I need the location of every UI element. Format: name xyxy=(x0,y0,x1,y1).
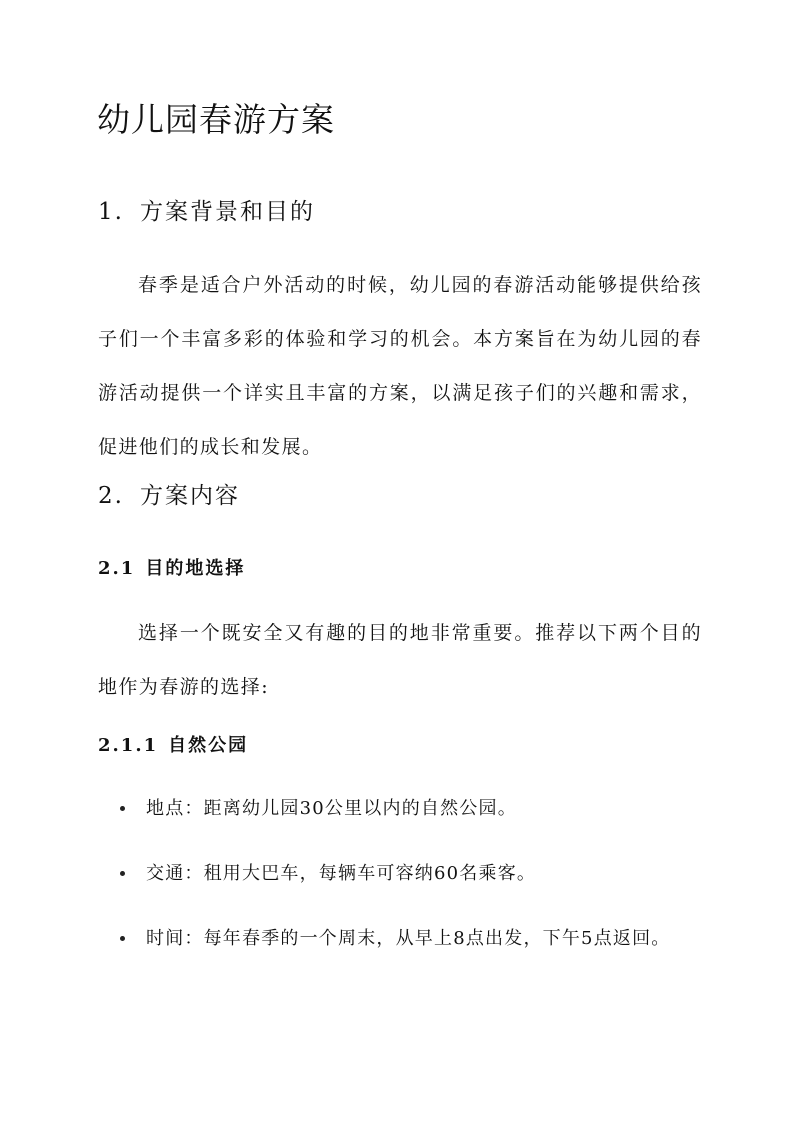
background-paragraph: 春季是适合户外活动的时候，幼儿园的春游活动能够提供给孩子们一个丰富多彩的体验和学习的机会。本方案旨在为幼儿园的春游活动提供一个详实且丰富的方案，以满足孩子们的兴趣和需求，促进他们的成长和发展。 xyxy=(98,274,702,458)
bullet-icon xyxy=(120,871,125,876)
list-item-text: 交通：租用大巴车，每辆车可容纳60名乘客。 xyxy=(146,863,537,884)
section-number: 1. xyxy=(98,199,124,225)
subsubsection-number: 2.1.1 xyxy=(98,735,159,756)
subsection-title: 目的地选择 xyxy=(145,558,246,579)
list-item xyxy=(98,912,702,965)
section-heading-content xyxy=(98,480,240,512)
subsubsection-title: 自然公园 xyxy=(168,735,249,756)
list-item-text: 时间：每年春季的一个周末，从早上8点出发，下午5点返回。 xyxy=(146,928,671,949)
subsection-number: 2.1 xyxy=(98,558,136,579)
list-item-text: 地点：距离幼儿园30公里以内的自然公园。 xyxy=(146,798,517,819)
subsubsection-heading-nature-park xyxy=(98,733,248,759)
subsection-heading-destination xyxy=(98,556,245,582)
list-item xyxy=(98,782,702,835)
section-heading-background xyxy=(98,196,315,228)
section-title: 方案内容 xyxy=(140,483,240,509)
nature-park-details-list xyxy=(98,782,702,977)
section-number: 2. xyxy=(98,483,124,509)
destination-paragraph: 选择一个既安全又有趣的目的地非常重要。推荐以下两个目的地作为春游的选择: xyxy=(98,622,702,698)
list-item xyxy=(98,847,702,900)
bullet-icon xyxy=(120,806,125,811)
document-title: 幼儿园春游方案 xyxy=(97,100,335,139)
bullet-icon xyxy=(120,936,125,941)
section-title: 方案背景和目的 xyxy=(140,199,315,225)
